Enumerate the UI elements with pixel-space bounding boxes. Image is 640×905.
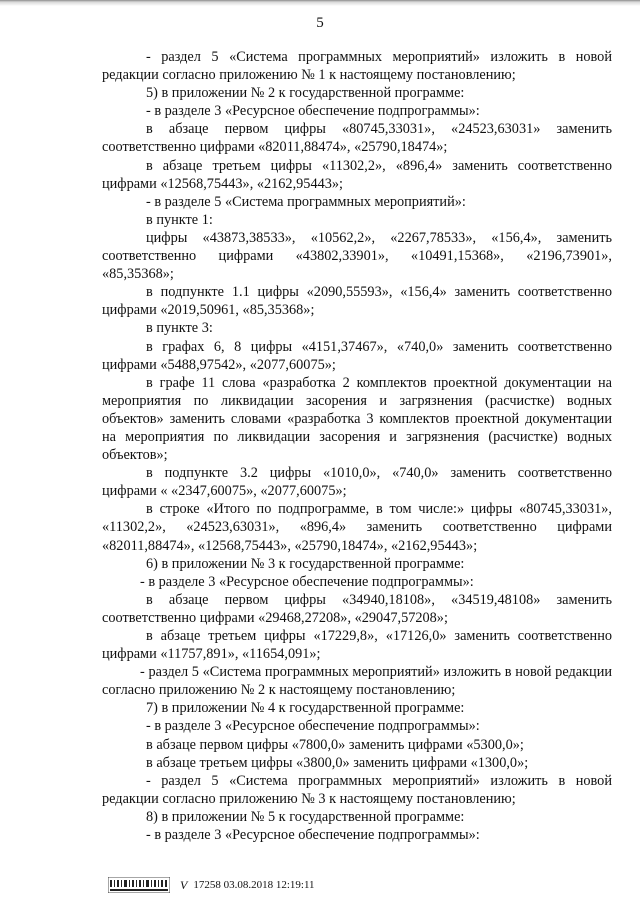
paragraph: в пункте 1: <box>146 211 213 228</box>
paragraph: в абзаце первом цифры «80745,33031», «24523,63031» заменить соответственно цифрами «82011,88474», «25790,18474»; <box>102 121 612 156</box>
paragraph: - в разделе 3 «Ресурсное обеспечение подпрограммы»: <box>140 573 474 590</box>
paragraph: - в разделе 5 «Система программных мероприятий»: <box>146 193 466 210</box>
paragraph: - раздел 5 «Система программных мероприятий» изложить в новой редакции согласно приложению № 2 к настоящему постановлению; <box>102 664 612 699</box>
paragraph: цифры «43873,38533», «10562,2», «2267,78533», «156,4», заменить соответственно цифрами «43802,33901», «10491,15368», «2196,73901», «85,35368»; <box>102 229 612 283</box>
footer-mark: V <box>180 878 188 892</box>
paragraph: в абзаце первом цифры «34940,18108», «34519,48108» заменить соответственно цифрами «29468,27208», «29047,57208»; <box>102 591 612 626</box>
paragraph: 7) в приложении № 4 к государственной программе: <box>146 700 465 717</box>
document-body <box>102 48 612 844</box>
paragraph: в пункте 3: <box>146 320 213 337</box>
paragraph: - в разделе 3 «Ресурсное обеспечение подпрограммы»: <box>146 103 480 120</box>
paragraph: - раздел 5 «Система программных мероприятий» изложить в новой редакции согласно приложению № 3 к настоящему постановлению; <box>102 772 612 807</box>
paragraph: 5) в приложении № 2 к государственной программе: <box>146 85 465 102</box>
paragraph: в графе 11 слова «разработка 2 комплектов проектной документации на мероприятия по ликвидации засорения и загрязнения (расчистке) водных объектов» заменить словами «разработка 3 комплектов проектной документации на мероприятия по ликвидации засорения и загрязнения (расчистке) водных объектов»; <box>102 374 612 464</box>
paragraph: 8) в приложении № 5 к государственной программе: <box>146 808 465 825</box>
paragraph: в абзаце третьем цифры «17229,8», «17126,0» заменить соответственно цифрами «11757,891», «11654,091»; <box>102 628 612 663</box>
paragraph: в графах 6, 8 цифры «4151,37467», «740,0» заменить соответственно цифрами «5488,97542», «2077,60075»; <box>102 338 612 373</box>
document-footer <box>108 876 315 894</box>
paragraph: в подпункте 3.2 цифры «1010,0», «740,0» заменить соответственно цифрами « «2347,60075», «2077,60075»; <box>102 465 612 500</box>
registry-logo-icon <box>108 877 170 893</box>
paragraph: в абзаце третьем цифры «3800,0» заменить цифрами «1300,0»; <box>146 754 529 771</box>
paragraph: в строке «Итого по подпрограмме, в том числе:» цифры «80745,33031», «11302,2», «24523,63031», «896,4» заменить соответственно цифрами «82011,88474», «12568,75443», «25790,18474», «2162,95443»; <box>102 501 612 554</box>
paragraph: - в разделе 3 «Ресурсное обеспечение подпрограммы»: <box>146 827 480 844</box>
page-number: 5 <box>316 15 324 31</box>
paragraph: в абзаце первом цифры «7800,0» заменить цифрами «5300,0»; <box>146 736 524 753</box>
paragraph: - раздел 5 «Система программных мероприятий» изложить в новой редакции согласно приложению № 1 к настоящему постановлению; <box>102 49 612 84</box>
document-stamp: 17258 03.08.2018 12:19:11 <box>193 879 315 891</box>
scan-edge-shadow <box>0 0 640 6</box>
paragraph: - в разделе 3 «Ресурсное обеспечение подпрограммы»: <box>146 718 480 735</box>
paragraph: в абзаце третьем цифры «11302,2», «896,4» заменить соответственно цифрами «12568,75443», «2162,95443»; <box>102 157 612 192</box>
paragraph: 6) в приложении № 3 к государственной программе: <box>146 555 465 572</box>
paragraph: в подпункте 1.1 цифры «2090,55593», «156,4» заменить соответственно цифрами «2019,50961, «85,35368»; <box>102 284 612 319</box>
